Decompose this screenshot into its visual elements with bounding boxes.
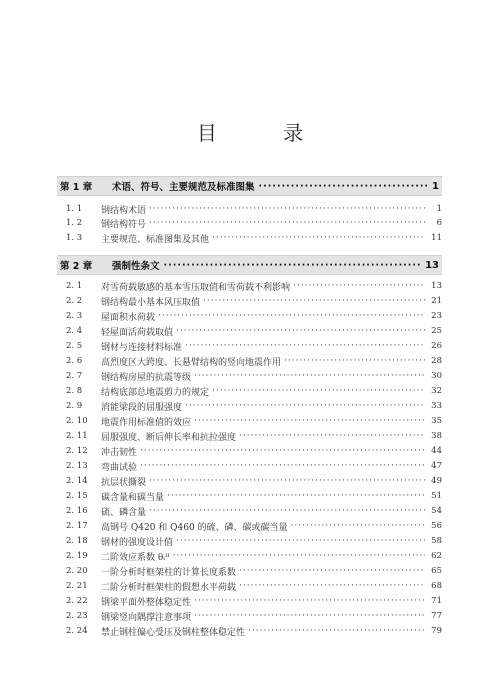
section-page-number: 30 bbox=[431, 371, 442, 381]
dot-leader bbox=[239, 431, 425, 441]
toc-entry[interactable] bbox=[57, 293, 442, 309]
dot-leader bbox=[149, 218, 425, 228]
dot-leader bbox=[212, 233, 425, 243]
dot-leader bbox=[203, 296, 425, 306]
toc-entry[interactable] bbox=[57, 353, 442, 369]
section-number: 2. 11 bbox=[66, 431, 88, 441]
chapter-heading[interactable] bbox=[57, 255, 442, 275]
dot-leader bbox=[284, 356, 425, 366]
chapter-page-number: 1 bbox=[432, 180, 439, 192]
section-number: 2. 16 bbox=[66, 506, 88, 516]
section-page-number: 47 bbox=[431, 461, 442, 471]
section-page-number: 26 bbox=[431, 341, 442, 351]
section-number: 2. 12 bbox=[66, 446, 88, 456]
dot-leader bbox=[140, 446, 425, 456]
dot-leader bbox=[164, 260, 422, 271]
toc-entry[interactable] bbox=[57, 563, 442, 579]
section-title: 消能梁段的屈服强度 bbox=[101, 402, 183, 413]
dot-leader bbox=[176, 536, 425, 546]
section-number: 2. 9 bbox=[66, 401, 83, 411]
dot-leader bbox=[185, 401, 425, 411]
dot-leader bbox=[291, 521, 425, 531]
toc-entry[interactable] bbox=[57, 608, 442, 624]
section-title: 屋面积水荷载 bbox=[101, 312, 156, 323]
chapter-number: 第 1 章 bbox=[60, 182, 93, 193]
section-number: 2. 13 bbox=[66, 461, 88, 471]
section-page-number: 71 bbox=[431, 596, 442, 606]
section-number: 2. 5 bbox=[66, 341, 83, 351]
section-page-number: 23 bbox=[431, 311, 442, 321]
toc-entry[interactable] bbox=[57, 548, 442, 564]
toc-entry[interactable] bbox=[57, 368, 442, 384]
section-number: 2. 19 bbox=[66, 551, 88, 561]
section-number: 1. 2 bbox=[66, 218, 83, 228]
section-number: 2. 6 bbox=[66, 356, 83, 366]
section-page-number: 21 bbox=[431, 296, 442, 306]
section-title: 屈服强度、断后伸长率和抗拉强度 bbox=[101, 432, 237, 443]
section-number: 2. 20 bbox=[66, 566, 88, 576]
dot-leader bbox=[140, 461, 425, 471]
dot-leader bbox=[176, 326, 425, 336]
dot-leader bbox=[167, 491, 425, 501]
section-title: 禁止钢柱偏心受压及钢柱整体稳定性 bbox=[101, 627, 246, 638]
section-page-number: 44 bbox=[431, 446, 442, 456]
section-page-number: 58 bbox=[431, 536, 442, 546]
section-page-number: 51 bbox=[431, 491, 442, 501]
section-page-number: 11 bbox=[431, 233, 442, 243]
section-title: 钢梁平面外整体稳定性 bbox=[101, 597, 192, 608]
section-title: 轻屋面活荷载取值 bbox=[101, 327, 174, 338]
section-title: 二阶分析时框架柱的假想水平荷载 bbox=[101, 582, 237, 593]
page-title: 目 录 bbox=[196, 121, 334, 145]
dot-leader bbox=[248, 626, 425, 636]
section-title: 钢结构术语 bbox=[101, 205, 147, 216]
toc-entry[interactable] bbox=[57, 578, 442, 594]
section-number: 2. 21 bbox=[66, 581, 88, 591]
toc-entry[interactable] bbox=[57, 215, 442, 231]
section-page-number: 38 bbox=[431, 431, 442, 441]
toc-entry[interactable] bbox=[57, 593, 442, 609]
section-number: 2. 1 bbox=[66, 281, 83, 291]
toc-entry[interactable] bbox=[57, 503, 442, 519]
section-number: 2. 3 bbox=[66, 311, 83, 321]
dot-leader bbox=[194, 371, 425, 381]
section-page-number: 62 bbox=[431, 551, 442, 561]
toc-entry[interactable] bbox=[57, 458, 442, 474]
toc-entry[interactable] bbox=[57, 428, 442, 444]
chapter-heading[interactable] bbox=[57, 176, 442, 196]
section-title: 钢结构最小基本风压取值 bbox=[101, 297, 201, 308]
dot-leader bbox=[173, 551, 425, 561]
toc-entry[interactable] bbox=[57, 488, 442, 504]
section-page-number: 35 bbox=[431, 416, 442, 426]
section-number: 2. 24 bbox=[66, 626, 88, 636]
chapter-title: 强制性条文 bbox=[112, 261, 160, 272]
section-page-number: 33 bbox=[431, 401, 442, 411]
toc-entry[interactable] bbox=[57, 398, 442, 414]
section-number: 1. 1 bbox=[66, 204, 83, 214]
toc-entry[interactable] bbox=[57, 323, 442, 339]
section-title: 结构底部总地震剪力的规定 bbox=[101, 387, 210, 398]
section-title: 硫、磷含量 bbox=[101, 507, 147, 518]
section-page-number: 56 bbox=[431, 521, 442, 531]
section-number: 2. 10 bbox=[66, 416, 88, 426]
section-page-number: 54 bbox=[431, 506, 442, 516]
section-title: 钢材的强度设计值 bbox=[101, 537, 174, 548]
section-page-number: 77 bbox=[431, 611, 442, 621]
toc-entry[interactable] bbox=[57, 230, 442, 246]
section-title: 高钢号 Q420 和 Q460 的硫、磷、碳或碳当量 bbox=[101, 522, 288, 533]
toc-entry[interactable] bbox=[57, 533, 442, 549]
dot-leader bbox=[185, 341, 425, 351]
toc-entry[interactable] bbox=[57, 413, 442, 429]
dot-leader bbox=[149, 476, 425, 486]
section-number: 2. 23 bbox=[66, 611, 88, 621]
section-number: 2. 7 bbox=[66, 371, 83, 381]
section-page-number: 6 bbox=[436, 218, 442, 228]
toc-entry[interactable] bbox=[57, 338, 442, 354]
dot-leader bbox=[259, 181, 429, 192]
dot-leader bbox=[194, 416, 425, 426]
chapter-title: 术语、符号、主要规范及标准图集 bbox=[112, 182, 255, 193]
dot-leader bbox=[149, 506, 425, 516]
section-title: 钢材与连接材料标准 bbox=[101, 342, 183, 353]
toc-entry[interactable] bbox=[57, 518, 442, 534]
section-number: 2. 4 bbox=[66, 326, 83, 336]
section-page-number: 65 bbox=[431, 566, 442, 576]
toc-entry[interactable] bbox=[57, 383, 442, 399]
section-page-number: 32 bbox=[431, 386, 442, 396]
section-title: 高烈度区大跨度、长悬臂结构的竖向地震作用 bbox=[101, 357, 282, 368]
section-page-number: 68 bbox=[431, 581, 442, 591]
section-title: 钢结构符号 bbox=[101, 219, 147, 230]
section-title: 主要规范、标准图集及其他 bbox=[101, 234, 210, 245]
section-page-number: 28 bbox=[431, 356, 442, 366]
dot-leader bbox=[158, 311, 425, 321]
section-page-number: 13 bbox=[431, 281, 442, 291]
section-title: 钢梁竖向隅撑注意事项 bbox=[101, 612, 192, 623]
section-number: 2. 2 bbox=[66, 296, 83, 306]
section-number: 2. 17 bbox=[66, 521, 88, 531]
section-title: 弯曲试验 bbox=[101, 462, 138, 473]
section-title: 碳含量和碳当量 bbox=[101, 492, 165, 503]
section-title: 抗层状撕裂 bbox=[101, 477, 147, 488]
section-page-number: 79 bbox=[431, 626, 442, 636]
dot-leader bbox=[149, 204, 425, 214]
toc-entry[interactable] bbox=[57, 623, 442, 639]
dot-leader bbox=[194, 611, 425, 621]
section-title: 二阶效应系数 θᵢᴵᴵ bbox=[101, 552, 170, 563]
section-page-number: 1 bbox=[436, 204, 442, 214]
section-title: 对雪荷载敏感的基本雪压取值和雪荷载不利影响 bbox=[101, 282, 291, 293]
section-title: 一阶分析时框架柱的计算长度系数 bbox=[101, 567, 237, 578]
toc-entry[interactable] bbox=[57, 308, 442, 324]
dot-leader bbox=[239, 566, 425, 576]
chapter-page-number: 13 bbox=[425, 259, 439, 271]
toc-entry[interactable] bbox=[57, 473, 442, 489]
section-number: 2. 18 bbox=[66, 536, 88, 546]
section-page-number: 25 bbox=[431, 326, 442, 336]
chapter-number: 第 2 章 bbox=[60, 261, 93, 272]
section-title: 地震作用标准值的效应 bbox=[101, 417, 192, 428]
dot-leader bbox=[194, 596, 425, 606]
section-number: 1. 3 bbox=[66, 233, 83, 243]
section-number: 2. 22 bbox=[66, 596, 88, 606]
section-title: 冲击韧性 bbox=[101, 447, 138, 458]
dot-leader bbox=[239, 581, 425, 591]
dot-leader bbox=[293, 281, 425, 291]
section-number: 2. 15 bbox=[66, 491, 88, 501]
toc-entry[interactable] bbox=[57, 278, 442, 294]
section-number: 2. 14 bbox=[66, 476, 88, 486]
dot-leader bbox=[212, 386, 425, 396]
toc-entry[interactable] bbox=[57, 443, 442, 459]
section-title: 钢结构房屋的抗震等级 bbox=[101, 372, 192, 383]
section-number: 2. 8 bbox=[66, 386, 83, 396]
section-page-number: 49 bbox=[431, 476, 442, 486]
